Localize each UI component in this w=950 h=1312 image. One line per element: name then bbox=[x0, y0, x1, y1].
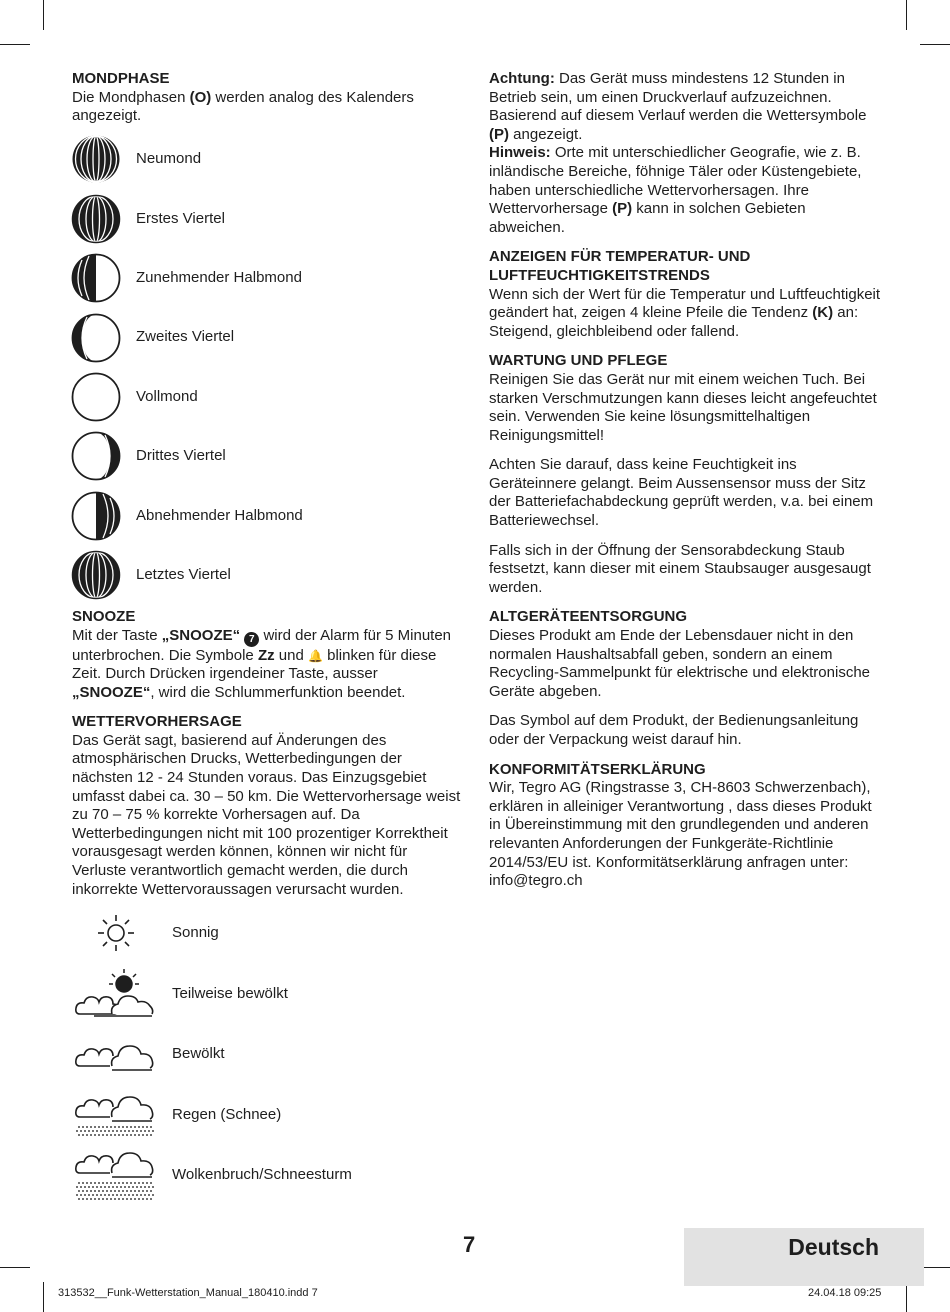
crop-mark bbox=[906, 0, 907, 30]
last-quarter-moon-icon bbox=[71, 550, 121, 600]
weather-symbol-item bbox=[72, 1024, 464, 1085]
crop-mark bbox=[920, 1267, 950, 1268]
disposal-text-2: Das Symbol auf dem Produkt, der Bedienungsanleitung oder der Verpackung weist darauf hin. bbox=[489, 712, 859, 748]
weather-forecast-heading: WETTERVORHERSAGE bbox=[72, 713, 242, 731]
care-text-3: Falls sich in der Öffnung der Sensorabdeckung Staub festsetzt, kann dieser mit einem Staubsauger ausgesaugt werden. bbox=[489, 541, 871, 596]
cloudy-icon bbox=[72, 1025, 160, 1083]
moon-phase-label: Neumond bbox=[136, 150, 202, 168]
conformity-text: Wir, Tegro AG (Ringstrasse 3, CH-8603 Schwerzenbach), erklären in alleiniger Verantwortung , dass dieses Produkt in Übereinstimmung mit den grundlegenden und anderen relevanten Anforderungen der Funkgeräte-Richtlinie 2014/53/EU ist. Konformitätserklärung anfragen unter: info@tegro.ch bbox=[489, 779, 872, 890]
disposal-heading: ALTGERÄTEENTSORGUNG bbox=[489, 608, 688, 626]
crop-mark bbox=[0, 44, 30, 45]
weather-symbol-label: Teilweise bewölkt bbox=[172, 984, 288, 1002]
trend-heading: ANZEIGEN FÜR TEMPERATUR- UND LUFTFEUCHTIGKEITSTRENDS bbox=[489, 248, 751, 284]
disposal-text-1: Dieses Produkt am Ende der Lebensdauer nicht in den normalen Haushaltsabfall geben, sondern an einem Recycling-Sammelpunkt für elektrische und elektronische Geräte abgeben. bbox=[489, 627, 871, 700]
weather-symbol-label: Wolkenbruch/Schneesturm bbox=[172, 1166, 352, 1184]
button-number-badge: 7 bbox=[244, 632, 259, 647]
weather-symbol-label: Bewölkt bbox=[172, 1045, 225, 1063]
trend-text: Wenn sich der Wert für die Temperatur und Luftfeuchtigkeit geändert hat, zeigen 4 kleine Pfeile die Tendenz (K) an: Steigend, gleichbleibend oder fallend. bbox=[489, 285, 881, 340]
first-quarter-moon-icon bbox=[71, 194, 121, 244]
moon-phase-intro: Die Mondphasen (O) werden analog des Kalenders angezeigt. bbox=[72, 88, 414, 125]
footer-date: 24.04.18 09:25 bbox=[808, 1287, 882, 1299]
moon-phase-heading: MONDPHASE bbox=[72, 70, 170, 87]
moon-phase-label: Zweites Viertel bbox=[136, 328, 235, 346]
care-text-1: Reinigen Sie das Gerät nur mit einem weichen Tuch. Bei starken Verschmutzungen kann dieses leicht angefeuchtet sein. Verwenden Sie keine lösungsmittelhaltigen Reinigungsmittel! bbox=[489, 370, 877, 444]
full-moon-icon bbox=[71, 372, 121, 422]
bell-icon: 🔔 bbox=[307, 648, 323, 663]
snooze-heading: SNOOZE bbox=[72, 607, 136, 625]
partly-cloudy-icon bbox=[72, 965, 160, 1023]
storm-icon bbox=[72, 1146, 160, 1204]
moon-phase-item bbox=[72, 546, 464, 605]
weather-symbol-item bbox=[72, 903, 464, 964]
moon-phase-label: Erstes Viertel bbox=[136, 209, 225, 227]
weather-forecast-text: Das Gerät sagt, basierend auf Änderungen des atmosphärischen Drucks, Wetterbedingungen der nächsten 12 - 24 Stunden voraus. Das Einzugsgebiet umfasst dabei ca. 30 – 50 km. Die Wettervorhersage weist zu 70 – 75 % korrekte Vorhersagen auf. Da Wetterbedingungen nicht mit 100 prozentiger Korrektheit vorausgesagt werden können, können wir nicht für Verluste verantwortlich gemacht werden, die durch inkorrekte Wettervoraussagen verursacht wurden. bbox=[72, 731, 461, 898]
weather-symbol-label: Sonnig bbox=[172, 924, 219, 942]
moon-phase-label: Zunehmender Halbmond bbox=[136, 268, 302, 286]
moon-phase-item bbox=[72, 486, 464, 545]
crop-mark bbox=[43, 0, 44, 30]
waning-half-moon-icon bbox=[71, 491, 121, 541]
footer-filename: 313532__Funk-Wetterstation_Manual_180410.indd 7 bbox=[58, 1287, 318, 1299]
weather-symbol-item bbox=[72, 964, 464, 1025]
left-column bbox=[72, 70, 464, 1206]
crop-mark bbox=[906, 1282, 907, 1312]
crop-mark bbox=[43, 1282, 44, 1312]
hint-note: Hinweis: Orte mit unterschiedlicher Geografie, wie z. B. inländische Bereiche, föhnige Täler oder Küstengebiete, haben unterschiedliche Wettervorhersagen. Ihre Wettervorhersage (P) kann in solchen Gebieten abweichen. bbox=[489, 144, 862, 236]
right-column bbox=[489, 70, 881, 902]
moon-phase-item bbox=[72, 427, 464, 486]
sunny-icon bbox=[72, 904, 160, 962]
moon-phase-item bbox=[72, 367, 464, 426]
moon-phase-label: Abnehmender Halbmond bbox=[136, 506, 303, 524]
language-label: Deutsch bbox=[788, 1234, 879, 1260]
weather-symbol-item bbox=[72, 1145, 464, 1206]
moon-phase-item bbox=[72, 249, 464, 308]
weather-symbol-list bbox=[72, 903, 464, 1206]
weather-symbol-item bbox=[72, 1085, 464, 1146]
second-quarter-moon-icon bbox=[71, 313, 121, 363]
care-text-2: Achten Sie darauf, dass keine Feuchtigkeit ins Geräteinnere gelangt. Beim Aussensensor muss der Sitz der Batteriefachabdeckung geprüft werden, v.a. bei einem Batteriewechsel. bbox=[489, 456, 874, 530]
page-number: 7 bbox=[463, 1232, 476, 1257]
waxing-half-moon-icon bbox=[71, 253, 121, 303]
rain-icon bbox=[72, 1086, 160, 1144]
crop-mark bbox=[920, 44, 950, 45]
snooze-text: Mit der Taste „SNOOZE“ 7 wird der Alarm für 5 Minuten unterbrochen. Die Symbole Zz und 🔔 blinken für diese Zeit. Durch Drücken irgendeiner Taste, ausser „SNOOZE“, wird die Schlummerfunktion beendet. bbox=[72, 626, 452, 701]
moon-phase-section bbox=[72, 70, 464, 605]
snooze-zz-icon: Zz bbox=[257, 646, 275, 664]
moon-phase-item bbox=[72, 189, 464, 248]
moon-phase-list bbox=[72, 130, 464, 605]
moon-phase-label: Vollmond bbox=[136, 387, 198, 405]
attention-note: Achtung: Das Gerät muss mindestens 12 Stunden in Betrieb sein, um einen Druckverlauf aufzuzeichnen. Basierend auf diesem Verlauf werden die Wettersymbole (P) angezeigt. bbox=[489, 70, 867, 143]
moon-phase-label: Letztes Viertel bbox=[136, 565, 231, 583]
moon-phase-item bbox=[72, 308, 464, 367]
conformity-heading: KONFORMITÄTSERKLÄRUNG bbox=[489, 760, 706, 778]
snooze-section bbox=[72, 608, 464, 702]
weather-forecast-section bbox=[72, 713, 464, 1205]
new-moon-icon bbox=[71, 134, 121, 184]
care-heading: WARTUNG UND PFLEGE bbox=[489, 352, 668, 370]
weather-symbol-label: Regen (Schnee) bbox=[172, 1105, 282, 1123]
moon-phase-label: Drittes Viertel bbox=[136, 447, 226, 465]
crop-mark bbox=[0, 1267, 30, 1268]
third-quarter-moon-icon bbox=[71, 431, 121, 481]
moon-phase-item bbox=[72, 130, 464, 189]
language-tab bbox=[684, 1228, 924, 1286]
